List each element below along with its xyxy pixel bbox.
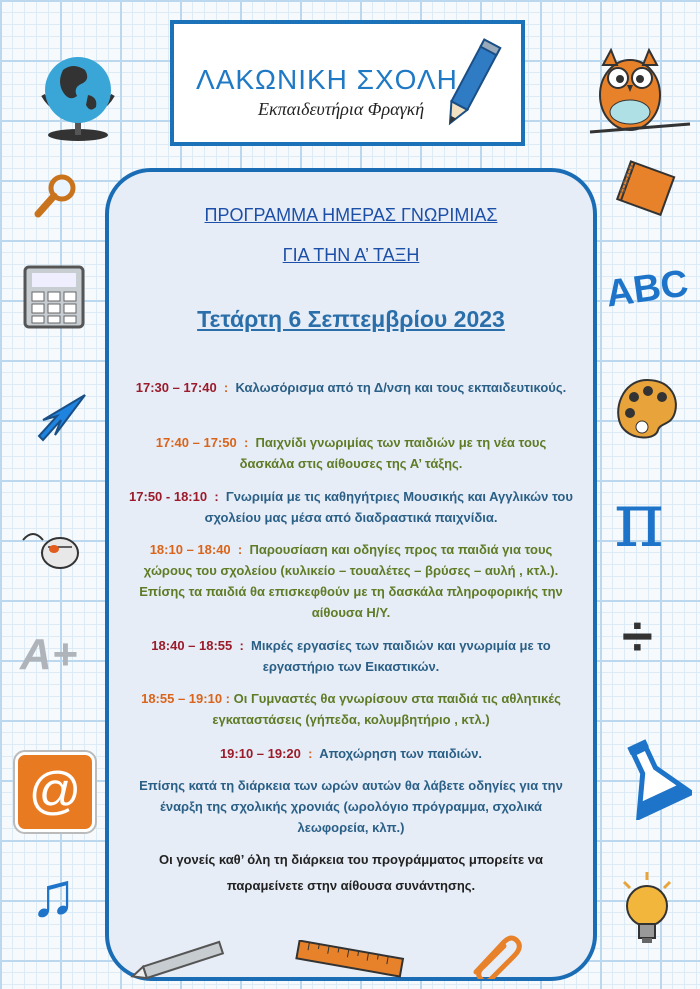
schedule-item: 19:10 – 19:20 : Αποχώρηση των παιδιών. — [219, 746, 483, 761]
abc-letters: ABC — [603, 262, 691, 316]
schedule-text: Παρουσίαση και οδηγίες προς τα παιδιά για τους χώρους του σχολείου (κυλικείο – τουαλέτες – βρύσες – αυλή , κτλ.). — [143, 542, 559, 578]
schedule-text: Παιχνίδι γνωριμίας των παιδιών με τη νέα τους δασκάλα στις αίθουσες της Α’ τάξης. — [239, 435, 547, 471]
program-card — [105, 168, 597, 981]
school-logo — [170, 20, 525, 146]
pencil-icon — [442, 34, 502, 134]
globe-icon — [28, 45, 118, 145]
pencil-gray-icon — [128, 940, 238, 980]
schedule-item: 18:55 – 19:10 : Οι Γυμναστές θα γνωρίσουν στα παιδιά τις αθλητικές εγκαταστάσεις (γήπεδα, κολυμβητήριο , κτλ.) — [141, 691, 561, 727]
at-sign-icon: @ — [15, 752, 95, 832]
schedule-time: 17:30 – 17:40 — [135, 380, 217, 395]
program-heading: ΠΡΟΓΡΑΜΜΑ ΗΜΕΡΑΣ ΓΝΩΡΙΜΙΑΣ — [204, 205, 498, 225]
logo-subtitle: Εκπαιδευτήρια Φραγκή — [258, 99, 425, 119]
parents-note: Οι γονείς καθ’ όλη τη διάρκεια του προγράμματος μπορείτε να παραμείνετε στην αίθουσα συνάντησης. — [158, 852, 543, 893]
schedule-text-extra: Επίσης τα παιδιά θα επισκεφθούν με τη δασκάλα πληροφορικής την αίθουσα Η/Υ. — [139, 584, 563, 620]
lightbulb-icon — [612, 870, 682, 950]
schedule-time: 18:40 – 18:55 — [151, 638, 233, 653]
flask-icon — [612, 735, 692, 820]
schedule-text: Καλωσόρισμα από τη Δ/νση και τους εκπαιδευτικούς. — [235, 380, 567, 395]
schedule-time: 19:10 – 19:20 — [219, 746, 301, 761]
ruler-icon — [292, 940, 412, 980]
schedule-time: 18:55 – 19:10 — [141, 691, 223, 706]
grade-a-plus: A+ — [20, 630, 78, 679]
logo-title: ΛΑΚΩΝΙΚΗ ΣΧΟΛΗ — [196, 64, 458, 95]
notebook-icon — [610, 160, 680, 220]
schedule-time: 18:10 – 18:40 — [149, 542, 231, 557]
magnifier-icon — [32, 170, 82, 220]
pi-symbol: π — [614, 475, 664, 564]
program-subheading: ΓΙΑ ΤΗΝ Α’ ΤΑΞΗ — [282, 245, 420, 265]
mouse-icon — [18, 525, 83, 575]
schedule-item: 17:50 - 18:10 : Γνωριμία με τις καθηγήτριες Μουσικής και Αγγλικών του σχολείου μας μέσα από διαδραστικά παιχνίδια. — [129, 489, 573, 525]
schedule-text: Αποχώρηση των παιδιών. — [319, 746, 483, 761]
schedule-text: Γνωριμία με τις καθηγήτριες Μουσικής και Αγγλικών του σχολείου μας μέσα από διαδραστικά παιχνίδια. — [204, 489, 573, 525]
calculator-icon — [20, 262, 90, 332]
schedule-time: 17:50 - 18:10 — [129, 489, 208, 504]
schedule-text: Οι Γυμναστές θα γνωρίσουν στα παιδιά τις αθλητικές εγκαταστάσεις (γήπεδα, κολυμβητήριο , κτλ.) — [212, 691, 561, 727]
divide-symbol: ÷ — [622, 604, 653, 667]
schedule-text: Μικρές εργασίες των παιδιών και γνωριμία με το εργαστήριο των Εικαστικών. — [251, 638, 551, 674]
schedule-time: 17:40 – 17:50 — [155, 435, 237, 450]
schedule-item: 18:10 – 18:40 : Παρουσίαση και οδηγίες προς τα παιδιά για τους χώρους του σχολείου (κυλικείο – τουαλέτες – βρύσες – αυλή , κτλ.). Επίσης τα παιδιά θα επισκεφθούν με τη δασκάλα πληροφορικής την αίθουσα Η/Υ. — [139, 542, 563, 620]
event-date: Τετάρτη 6 Σεπτεμβρίου 2023 — [197, 306, 505, 332]
paperclip-icon — [468, 934, 523, 979]
schedule-item: 17:40 – 17:50 : Παιχνίδι γνωριμίας των παιδιών με τη νέα τους δασκάλα στις αίθουσες της Α’ τάξης. — [155, 435, 547, 471]
info-note: Επίσης κατά τη διάρκεια των ωρών αυτών θα λάβετε οδηγίες για την έναρξη της σχολικής χρονιάς (ωρολόγιο πρόγραμμα, σχολικά λεωφορεία, κλπ.) — [139, 778, 563, 835]
owl-icon — [585, 40, 695, 140]
schedule-item: 18:40 – 18:55 : Μικρές εργασίες των παιδιών και γνωριμία με το εργαστήριο των Εικαστικών. — [151, 638, 551, 674]
cursor-arrow-icon — [35, 390, 90, 445]
music-note-icon: ♫ — [30, 861, 77, 930]
paint-palette-icon — [612, 375, 682, 445]
schedule-item: 17:30 – 17:40 : Καλωσόρισμα από τη Δ/νση και τους εκπαιδευτικούς. — [135, 380, 567, 395]
